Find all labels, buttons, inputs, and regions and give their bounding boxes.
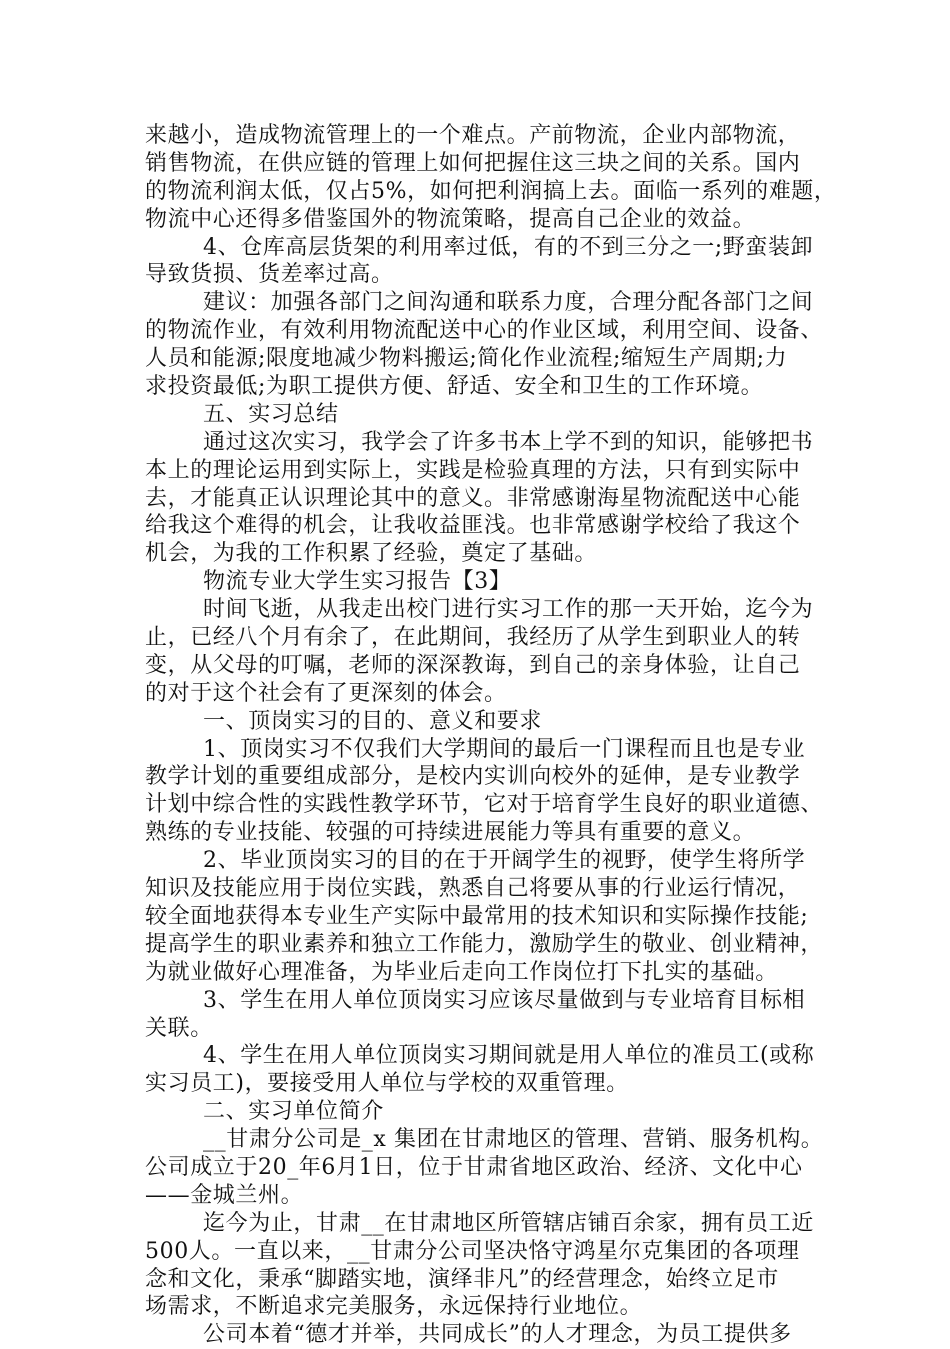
text-line: 4、学生在用人单位顶岗实习期间就是用人单位的准员工(或称 (203, 1043, 815, 1069)
text-line: 物流专业大学生实习报告【3】 (203, 569, 512, 595)
text-line: 500人。一直以来，__甘肃分公司坚决恪守鸿星尔克集团的各项理 (145, 1238, 800, 1264)
text-line: 提高学生的职业素养和独立工作能力，激励学生的敬业、创业精神， (145, 931, 824, 957)
text-line: 五、实习总结 (203, 401, 339, 427)
text-line: 为就业做好心理准备，为毕业后走向工作岗位打下扎实的基础。 (145, 959, 778, 985)
text-line: 二、实习单位简介 (203, 1099, 384, 1125)
text-line: 变，从父母的叮嘱，老师的深深教诲，到自己的亲身体验，让自己 (145, 652, 801, 678)
text-line: 知识及技能应用于岗位实践，熟悉自己将要从事的行业运行情况， (145, 876, 801, 902)
text-line: 关联。 (145, 1015, 213, 1041)
text-line: 场需求，不断追求完美服务，永远保持行业地位。 (145, 1294, 643, 1320)
text-line: 实习员工)，要接受用人单位与学校的双重管理。 (145, 1071, 629, 1097)
text-line: 公司本着“德才并举，共同成长”的人才理念，为员工提供多 (203, 1322, 792, 1348)
text-line: 迄今为止，甘肃__在甘肃地区所管辖店铺百余家，拥有员工近 (203, 1210, 814, 1236)
text-line: 一、顶岗实习的目的、意义和要求 (203, 708, 543, 734)
text-line: __甘肃分公司是_x 集团在甘肃地区的管理、营销、服务机构。 (203, 1127, 824, 1153)
text-line: 人员和能源;限度地减少物料搬运;简化作业流程;缩短生产周期;力 (145, 346, 788, 372)
text-line: 来越小，造成物流管理上的一个难点。产前物流，企业内部物流， (145, 123, 801, 148)
text-line: 1、顶岗实习不仅我们大学期间的最后一门课程而且也是专业 (203, 736, 806, 762)
text-line: 的物流作业，有效利用物流配送中心的作业区域，利用空间、设备、 (145, 318, 824, 344)
text-line: 本上的理论运用到实际上，实践是检验真理的方法，只有到实际中 (145, 457, 801, 483)
text-line: 去，才能真正认识理论其中的意义。非常感谢海星物流配送中心能 (145, 485, 801, 511)
text-line: 求投资最低;为职工提供方便、舒适、安全和卫生的工作环境。 (145, 374, 764, 400)
text-line: 销售物流，在供应链的管理上如何把握住这三块之间的关系。国内 (145, 150, 801, 176)
text-line: 公司成立于20_年6月1日，位于甘肃省地区政治、经济、文化中心 (145, 1154, 803, 1180)
text-line: 教学计划的重要组成部分，是校内实训向校外的延伸，是专业教学 (145, 764, 801, 790)
text-line: 计划中综合性的实践性教学环节，它对于培育学生良好的职业道德、 (145, 792, 824, 818)
text-line: 较全面地获得本专业生产实际中最常用的技术知识和实际操作技能; (145, 903, 809, 929)
text-line: 通过这次实习，我学会了许多书本上学不到的知识，能够把书 (203, 429, 814, 455)
text-line: 4、仓库高层货架的利用率过低，有的不到三分之一;野蛮装卸 (203, 234, 814, 260)
text-line: ——金城兰州。 (145, 1182, 304, 1208)
text-line: 机会，为我的工作积累了经验，奠定了基础。 (145, 541, 598, 567)
text-line: 的对于这个社会有了更深刻的体会。 (145, 680, 507, 706)
text-line: 物流中心还得多借鉴国外的物流策略，提高自己企业的效益。 (145, 206, 756, 232)
text-line: 3、学生在用人单位顶岗实习应该尽量做到与专业培育目标相 (203, 987, 806, 1013)
text-line: 时间飞逝，从我走出校门进行实习工作的那一天开始，迄今为 (203, 597, 814, 623)
text-line: 建议：加强各部门之间沟通和联系力度，合理分配各部门之间 (203, 290, 814, 316)
text-line: 给我这个难得的机会，让我收益匪浅。也非常感谢学校给了我这个 (145, 513, 801, 539)
text-line: 念和文化，秉承“脚踏实地，演绎非凡”的经营理念，始终立足市 (145, 1266, 779, 1292)
text-line: 止，已经八个月有余了，在此期间，我经历了从学生到职业人的转 (145, 625, 801, 651)
text-line: 熟练的专业技能、较强的可持续进展能力等具有重要的意义。 (145, 820, 756, 846)
text-line: 导致货损、货差率过高。 (145, 262, 394, 288)
text-line: 2、毕业顶岗实习的目的在于开阔学生的视野，使学生将所学 (203, 848, 806, 874)
text-line: 的物流利润太低，仅占5%，如何把利润搞上去。面临一系列的难题， (145, 178, 837, 204)
document-body (145, 122, 837, 1349)
